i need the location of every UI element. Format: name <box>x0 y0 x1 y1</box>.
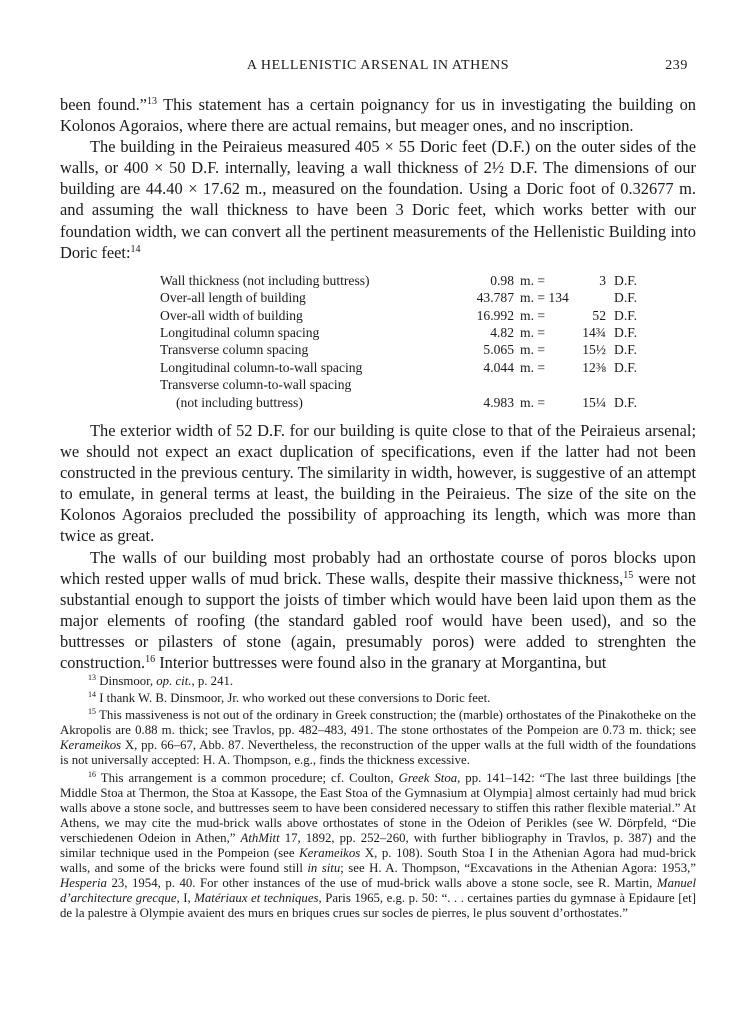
text-run: , I, <box>176 891 195 906</box>
table-row <box>160 359 644 376</box>
text-run: ; see H. A. Thompson, “Excavations in the Athenian Agora: 1953,” <box>340 861 696 876</box>
measurement-doric-unit: D.F. <box>614 342 638 358</box>
measurement-meter-unit: m. = <box>520 342 546 358</box>
footnote <box>60 708 696 768</box>
footnote-ref: 14 <box>130 243 141 255</box>
measurement-doric-feet: 15¼ <box>582 394 606 410</box>
footnote-ref: 13 <box>88 673 96 682</box>
measurement-table <box>160 272 644 411</box>
measurement-doric-unit: D.F. <box>614 359 638 375</box>
measurement-label: Transverse column spacing <box>160 342 309 358</box>
measurement-doric-feet: 3 <box>599 272 606 288</box>
text-run: The building in the Peiraieus measured 405 × 55 Doric feet (D.F.) on the outer sides of the walls, or 400 × 50 D.F. internally, leaving a wall thickness of 2½ D.F. The dimensions of our building are 44.40 × 17.62 m., measured on the foundation. Using a Doric foot of 0.32677 m. and assuming the wall thickness to have been 3 Doric feet, which works better with our foundation width, we can convert all the pertinent measurements of the Hellenistic Building into Doric feet: <box>60 137 696 262</box>
table-row <box>160 376 644 393</box>
measurement-label: Longitudinal column spacing <box>160 324 320 340</box>
paragraph <box>60 136 696 263</box>
table-row <box>160 272 644 289</box>
measurement-meters: 43.787 <box>476 290 514 306</box>
measurement-label-sub: (not including buttress) <box>176 394 303 410</box>
footnotes <box>60 674 696 924</box>
measurement-label: Over-all length of building <box>160 290 306 306</box>
footnote <box>60 771 696 922</box>
italic-text: Greek Stoa <box>398 770 458 785</box>
paragraph <box>60 94 696 136</box>
text-run: X, pp. 66–67, Abb. 87. Nevertheless, the reconstruction of the upper walls at the full width of the foundations is not universally accepted: H. A. Thompson, e.g., finds the thickness excessive. <box>60 738 696 768</box>
measurement-doric-unit: D.F. <box>614 394 638 410</box>
measurement-meters: 0.98 <box>490 272 514 288</box>
footnote-ref: 13 <box>146 96 157 107</box>
footnote-ref: 15 <box>623 569 634 581</box>
italic-text: Kerameikos <box>299 846 361 861</box>
text-run: 23, 1954, p. 40. For other instances of the use of mud-brick walls above a stone socle, see R. Martin, <box>106 876 657 891</box>
measurement-meters: 16.992 <box>476 307 514 323</box>
text-run: Dinsmoor, <box>96 674 157 688</box>
italic-text: Matériaux et techniques <box>194 891 319 906</box>
italic-text: Manuel d’architecture grecque <box>60 876 696 906</box>
measurement-meter-unit: m. = <box>520 272 546 288</box>
italic-text: Hesperia <box>60 876 107 891</box>
measurement-doric-feet: 52 <box>592 307 606 323</box>
footnote <box>60 691 696 706</box>
measurement-doric-feet <box>572 289 614 306</box>
text-run: 17, 1892, pp. 252–260, with further bibliography in Travlos, p. 387) and the similar technique used in the Pompeion (see <box>60 830 697 861</box>
text-run: been found.” <box>60 95 147 114</box>
measurement-meters: 4.044 <box>483 359 514 375</box>
table-row <box>160 394 644 411</box>
measurement-meters: 4.983 <box>483 394 514 410</box>
measurement-label: Over-all width of building <box>160 307 303 323</box>
table-row <box>160 289 644 306</box>
measurement-label: Longitudinal column-to-wall spacing <box>160 359 363 375</box>
text-run: were not substantial enough to support the joists of timber which would have been laid upon them as the major elements of roofing (the standard gabled roof would have been used), and so the buttresses or pilasters of stone (again, presumably poros) were added to strenghten the construction. <box>60 568 696 673</box>
measurement-doric-unit: D.F. <box>614 307 638 323</box>
measurement-doric-feet: 12⅜ <box>582 359 606 375</box>
italic-text: Kerameikos <box>60 738 122 753</box>
measurement-meter-unit: m. = <box>520 394 546 410</box>
table-row <box>160 341 644 358</box>
footnote-ref: 16 <box>145 654 156 666</box>
paragraph <box>60 547 696 674</box>
measurement-meter-unit: m. = 134 <box>520 290 569 306</box>
text-run: , Paris 1965, e.g. p. 50: “. . . certaines parties du gymnase à Epidaure [et] de la palestre à Olympie avaient des murs en briques crues sur socles de pierres, le plus souvent d’orthostates.” <box>60 891 696 921</box>
measurement-meter-unit: m. = <box>520 324 546 340</box>
measurement-label: Transverse column-to-wall spacing <box>160 377 352 393</box>
italic-text: in situ <box>307 861 341 876</box>
table-row <box>160 307 644 324</box>
text-run: This arrangement is a common procedure; cf. Coulton, <box>96 770 399 785</box>
text-run: I thank W. B. Dinsmoor, Jr. who worked out these conversions to Doric feet. <box>96 691 491 706</box>
measurement-meter-unit: m. = <box>520 307 546 323</box>
footnote-ref: 15 <box>88 707 96 717</box>
body-text <box>60 94 696 673</box>
empty-cell <box>614 376 644 393</box>
footnote <box>60 674 696 689</box>
empty-cell <box>440 376 520 393</box>
text-run: The exterior width of 52 D.F. for our building is quite close to that of the Peiraieus arsenal; we should not expect an exact duplication of specifications, even if the latter had not been constructed in the previous century. The similarity in width, however, is suggestive of an attempt to emulate, in general terms at least, the building in the Peiraieus. The size of the site on the Kolonos Agoraios precluded the possibility of approaching its length, which was more than twice as great. <box>60 421 696 546</box>
running-title: A HELLENISTIC ARSENAL IN ATHENS <box>246 58 510 73</box>
measurement-meter-unit: m. = <box>520 359 546 375</box>
text-run: The walls of our building most probably had an orthostate course of poros blocks upon which rested upper walls of mud brick. These walls, despite their massive thickness, <box>60 547 696 588</box>
italic-text: op. cit. <box>156 674 192 688</box>
empty-cell <box>520 376 572 393</box>
measurement-doric-unit: D.F. <box>614 272 638 288</box>
table-row <box>160 324 644 341</box>
text-run: X, p. 108). South Stoa I in the Athenian Agora had mud-brick walls, and some of the bricks were found still <box>60 846 696 876</box>
paragraph <box>60 420 696 547</box>
measurement-doric-feet: 15½ <box>582 342 606 358</box>
measurement-doric-feet: 14¾ <box>582 324 606 340</box>
footnote-ref: 14 <box>88 690 96 700</box>
text-run: This massiveness is not out of the ordinary in Greek construction; the (marble) orthostates of the Pinakotheke on the Akropolis are 0.88 m. thick; see Travlos, pp. 482–483, 491. The stone orthostates of the Pompeion are 0.73 m. thick; see <box>60 708 696 738</box>
italic-text: AthMitt <box>240 830 280 845</box>
running-head <box>0 58 756 78</box>
page-number: 239 <box>665 58 688 73</box>
text-run: , p. 241. <box>191 674 234 688</box>
measurement-meters: 5.065 <box>483 342 514 358</box>
measurement-doric-unit: D.F. <box>614 290 638 306</box>
footnote-ref: 16 <box>88 769 96 779</box>
measurement-label: Wall thickness (not including buttress) <box>160 272 370 288</box>
text-run: This statement has a certain poignancy for us in investigating the building on Kolonos Agoraios, where there are actual remains, but meager ones, and no inscription. <box>60 95 696 136</box>
measurement-doric-unit: D.F. <box>614 324 638 340</box>
measurement-meters: 4.82 <box>490 324 514 340</box>
text-run: , pp. 141–142: “The last three buildings [the Middle Stoa at Thermon, the Stoa at Kassope, the East Stoa of the Gymnasium at Olympia] almost certainly had mud brick walls above a stone socle, and buttresses seem to have been considered necessary to stiffen this rather flexible material.” At Athens, we may cite the mud-brick walls above orthostates of stone in the Odeion of Perikles (see W. Dörpfeld, “Die verschiedenen Odeion in Athen,” <box>60 770 696 845</box>
text-run: Interior buttresses were found also in the granary at Morgantina, but <box>155 653 607 673</box>
empty-cell <box>572 376 614 393</box>
